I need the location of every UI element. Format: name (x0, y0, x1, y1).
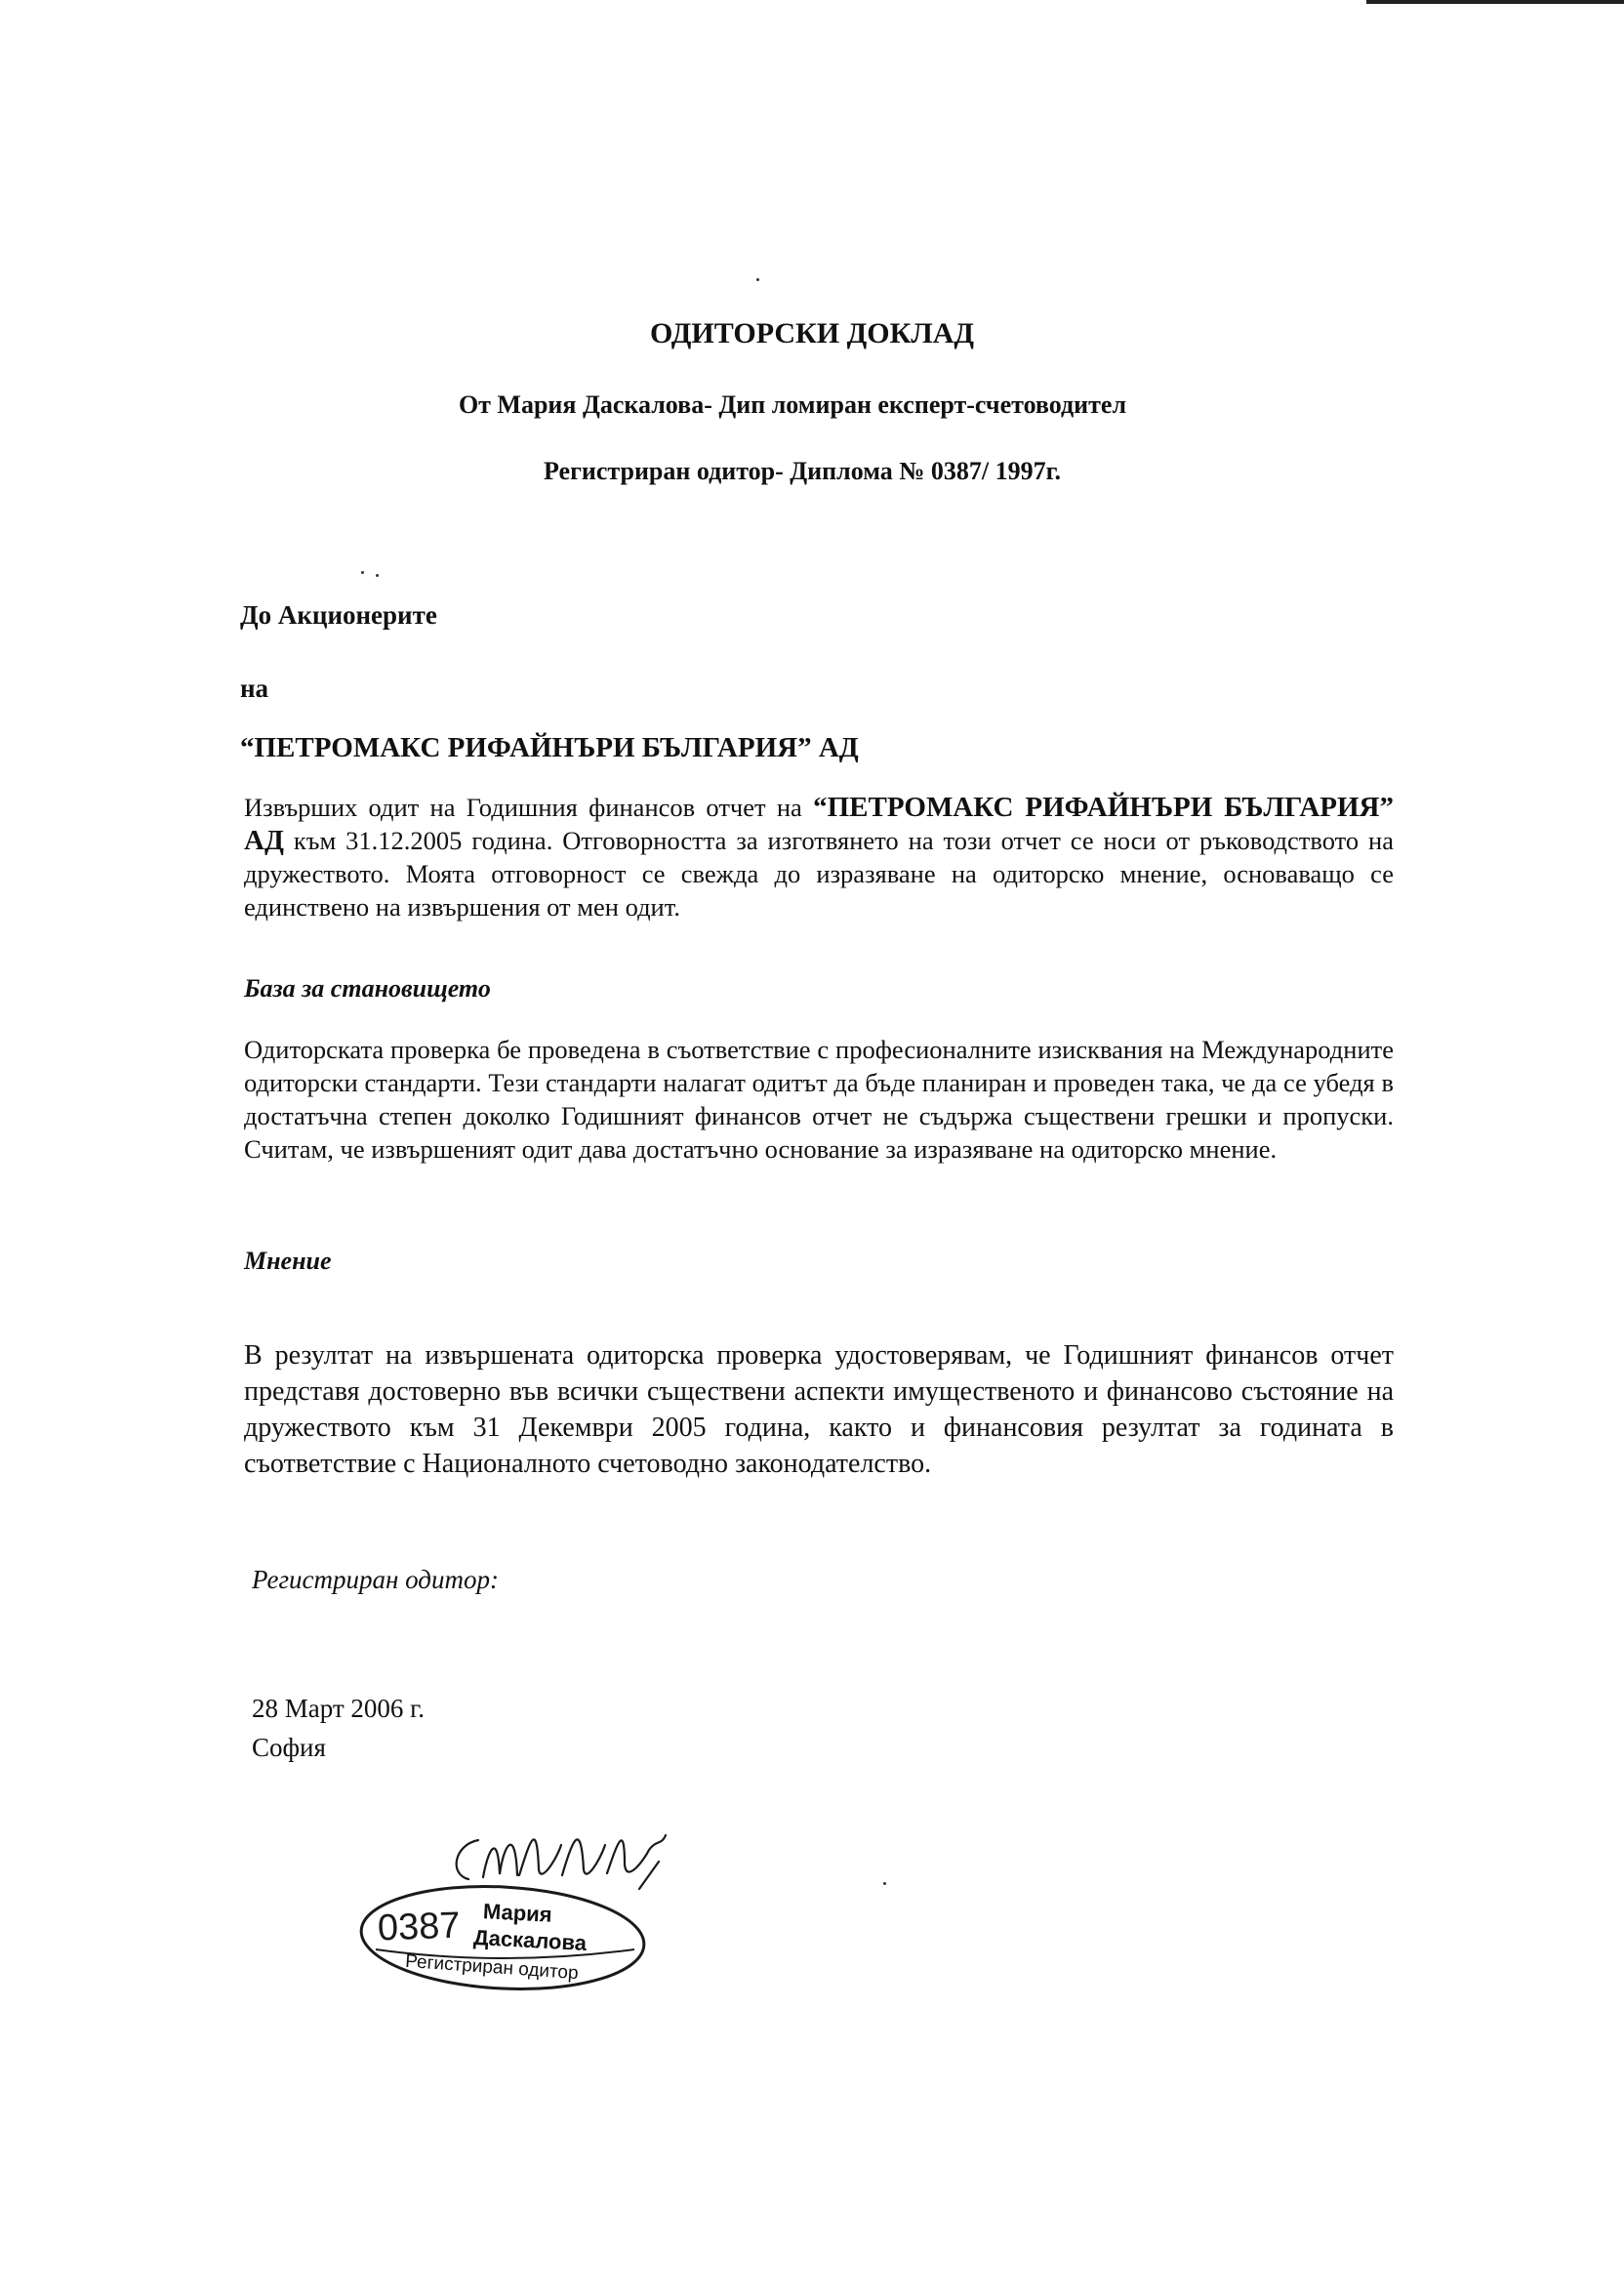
stamp-last-name: Даскалова (472, 1924, 588, 1956)
signature-label: Регистриран одитор: (252, 1565, 499, 1594)
intro-text-start: Извърших одит на Годишния финансов отчет на (244, 793, 814, 822)
intro-paragraph (244, 791, 1394, 923)
addressee-line: До Акционерите (240, 600, 437, 630)
stamp-role: Регистриран одитор (404, 1950, 580, 1985)
basis-heading: База за становището (244, 974, 491, 1003)
intro-text-end: към 31.12.2005 година. Отговорността за изготвянето на този отчет се носи от ръководството на дружеството. Моята отговорност се свежда до изразяване на одиторско мнение, основаващо се единствено на извършения от мен одит. (244, 826, 1394, 922)
opinion-heading: Мнение (244, 1247, 332, 1275)
basis-paragraph: Одиторската проверка бе проведена в съответствие с професионалните изисквания на Международните одиторски стандарти. Тези стандарти налагат одитът да бъде планиран и проведен така, че да се убедя в достатъчна степен доколко Годишният финансов отчет не съдържа съществени грешки и пропуски. Считам, че извършеният одит дава достатъчно основание за изразяване на одиторско мнение. (244, 1035, 1394, 1164)
scan-speck (376, 574, 379, 577)
registration-line: Регистриран одитор- Диплома № 0387/ 1997г. (543, 457, 1061, 485)
auditor-stamp (356, 1879, 649, 1996)
opinion-paragraph: В резултат на извършената одиторска проверка удостоверявам, че Годишният финансов отчет представя достоверно във всички съществени аспекти имущественото и финансово състояние на дружеството към 31 Декември 2005 година, както и финансовия резултат за годината в съответствие с Националното счетоводно законодателство. (244, 1340, 1394, 1479)
addressee-preposition: на (240, 674, 269, 703)
stamp-first-name: Мария (482, 1899, 553, 1927)
author-line: От Мария Даскалова- Дип ломиран експерт-счетоводител (458, 390, 1127, 419)
report-date: 28 Март 2006 г. (252, 1694, 425, 1723)
scan-speck (361, 571, 364, 574)
stamp-number: 0387 (377, 1905, 462, 1949)
scan-speck (883, 1882, 886, 1885)
scan-speck (756, 278, 759, 281)
document-title: ОДИТОРСКИ ДОКЛАД (649, 317, 975, 349)
scan-corner-mark (1366, 0, 1624, 4)
intro-company-name: “ПЕТРОМАКС РИФАЙНЪРИ БЪЛГАРИЯ” АД (244, 792, 1394, 856)
report-city: София (252, 1733, 326, 1762)
company-name: “ПЕТРОМАКС РИФАЙНЪРИ БЪЛГАРИЯ” АД (240, 732, 859, 763)
